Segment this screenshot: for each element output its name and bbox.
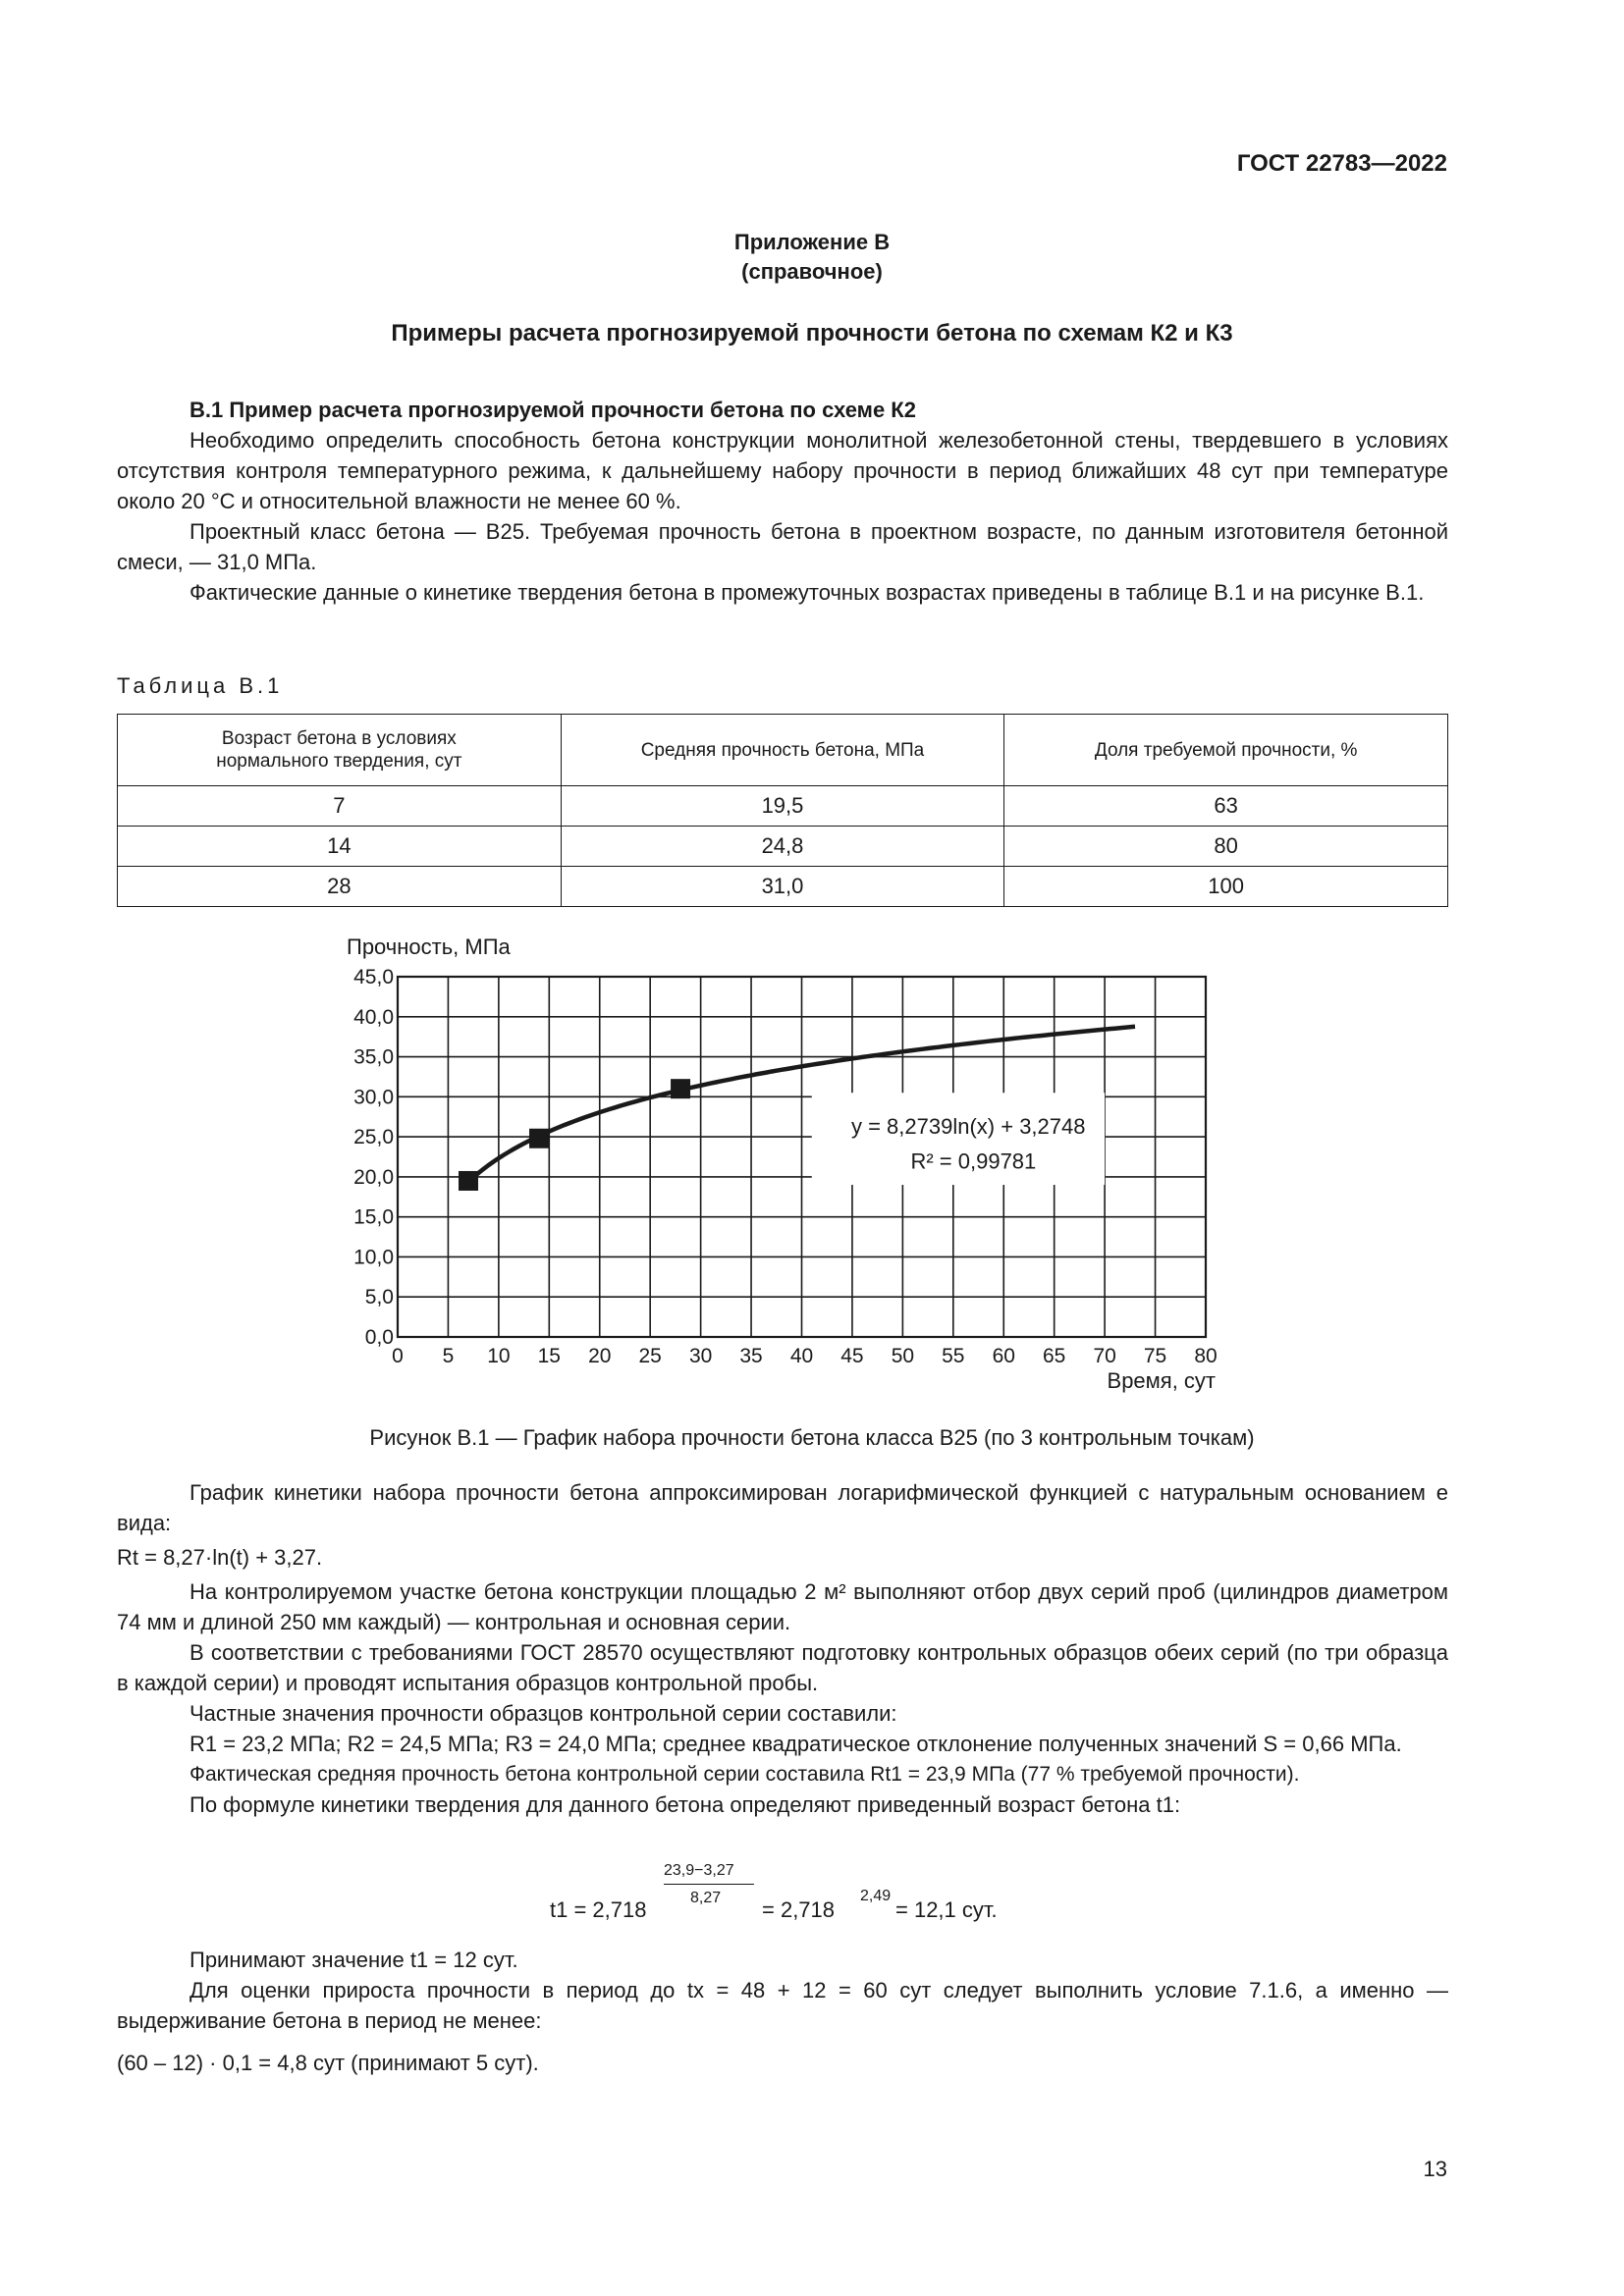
formula-mid-exponent: 2,49 xyxy=(860,1888,892,1904)
x-axis-title: Время, сут xyxy=(1107,1368,1216,1393)
formula-duration: (60 – 12) · 0,1 = 4,8 сут (принимают 5 сут). xyxy=(117,2051,539,2075)
paragraph: Фактическая средняя прочность бетона контрольной серии составила Rt1 = 23,9 МПа (77 % требуемой прочности). xyxy=(189,1763,1300,1786)
table-cell: 24,8 xyxy=(561,827,1004,867)
paragraph: Частные значения прочности образцов контрольной серии составили: xyxy=(189,1701,897,1726)
paragraph: Необходимо определить способность бетона конструкции монолитной железобетонной стены, твердевшего в условиях отсутствия контроля температурного режима, к дальнейшему набору прочности в период ближайших 48 сут при температуре около 20 °С и относительной влажности не менее 60 %. xyxy=(117,428,1448,513)
y-tick-label: 45,0 xyxy=(353,966,394,988)
appendix-label: Приложение В xyxy=(733,230,891,254)
y-tick-label: 25,0 xyxy=(353,1126,394,1149)
formula-exponent-denominator: 8,27 xyxy=(690,1890,722,1906)
x-tick-label: 70 xyxy=(1093,1345,1116,1367)
table-cell: 19,5 xyxy=(561,786,1004,827)
paragraph: R1 = 23,2 МПа; R2 = 24,5 МПа; R3 = 24,0 МПа; среднее квадратическое отклонение полученных значений S = 0,66 МПа. xyxy=(189,1732,1402,1756)
data-point xyxy=(529,1129,549,1148)
table-cell: 80 xyxy=(1004,827,1448,867)
data-point xyxy=(459,1171,478,1191)
appendix-title: Примеры расчета прогнозируемой прочности бетона по схемам К2 и К3 xyxy=(391,320,1233,347)
table-header-cell: Возраст бетона в условиях нормального твердения, сут xyxy=(118,715,562,786)
x-tick-label: 25 xyxy=(638,1345,662,1367)
formula-rt: Rt = 8,27·ln(t) + 3,27. xyxy=(117,1545,323,1570)
formula-result: = 12,1 сут. xyxy=(895,1897,998,1922)
body-text-end xyxy=(117,1945,1448,2078)
appendix-type: (справочное) xyxy=(741,259,883,284)
x-tick-label: 30 xyxy=(688,1345,713,1367)
data-point xyxy=(671,1079,690,1098)
table-cell: 7 xyxy=(118,786,562,827)
body-text xyxy=(117,1477,1448,1820)
page-number: 13 xyxy=(1423,2157,1447,2181)
x-tick-label: 65 xyxy=(1043,1345,1066,1367)
x-tick-label: 80 xyxy=(1194,1345,1218,1367)
x-tick-label: 50 xyxy=(891,1345,915,1367)
y-tick-label: 20,0 xyxy=(353,1165,394,1189)
table-header-cell: Доля требуемой прочности, % xyxy=(1004,715,1448,786)
x-tick-label: 35 xyxy=(739,1345,763,1367)
x-tick-label: 5 xyxy=(442,1345,455,1367)
y-tick-label: 35,0 xyxy=(353,1045,394,1069)
formula-t1 xyxy=(0,1860,1624,1929)
table-cell: 28 xyxy=(118,867,562,907)
x-tick-label: 60 xyxy=(992,1345,1015,1367)
x-tick-label: 0 xyxy=(392,1345,404,1367)
x-tick-label: 10 xyxy=(487,1345,511,1367)
x-tick-label: 75 xyxy=(1143,1345,1167,1367)
table-header-cell: Средняя прочность бетона, МПа xyxy=(561,715,1004,786)
paragraph: Для оценки прироста прочности в период до tx = 48 + 12 = 60 сут следует выполнить условие 7.1.6, а именно — выдерживание бетона в период не менее: xyxy=(117,1978,1448,2033)
x-tick-label: 55 xyxy=(942,1345,965,1367)
trendline-equation: y = 8,2739ln(x) + 3,2748 xyxy=(850,1113,1086,1139)
y-axis-title: Прочность, МПа xyxy=(347,934,511,959)
x-tick-label: 40 xyxy=(789,1345,814,1367)
y-tick-label: 5,0 xyxy=(364,1286,394,1309)
section-heading: В.1 Пример расчета прогнозируемой прочности бетона по схеме К2 xyxy=(189,398,916,422)
paragraph: По формуле кинетики твердения для данного бетона определяют приведенный возраст бетона t1: xyxy=(189,1792,1181,1817)
paragraph: График кинетики набора прочности бетона аппроксимирован логарифмической функцией с натуральным основанием e вида: xyxy=(117,1480,1448,1535)
y-tick-label: 0,0 xyxy=(364,1326,394,1349)
table-cell: 63 xyxy=(1004,786,1448,827)
table-cell: 100 xyxy=(1004,867,1448,907)
y-tick-label: 30,0 xyxy=(353,1086,394,1109)
fraction-bar xyxy=(664,1884,754,1885)
r-squared: R² = 0,99781 xyxy=(910,1148,1037,1174)
table-label: Таблица В.1 xyxy=(117,673,284,698)
x-tick-label: 15 xyxy=(537,1345,561,1367)
table-cell: 14 xyxy=(118,827,562,867)
formula-exponent-numerator: 23,9−3,27 xyxy=(664,1862,734,1879)
x-tick-label: 45 xyxy=(840,1345,864,1367)
paragraph: На контролируемом участке бетона конструкции площадью 2 м² выполняют отбор двух серий проб (цилиндров диаметром 74 мм и длиной 250 мм каждый) — контрольная и основная серии. xyxy=(117,1579,1448,1634)
y-tick-label: 40,0 xyxy=(353,1005,394,1029)
paragraph: Фактические данные о кинетике твердения бетона в промежуточных возрастах приведены в таблице В.1 и на рисунке В.1. xyxy=(189,580,1425,605)
table-cell: 31,0 xyxy=(561,867,1004,907)
formula-mid: = 2,718 xyxy=(762,1897,836,1922)
y-tick-label: 10,0 xyxy=(353,1246,394,1269)
x-tick-label: 20 xyxy=(588,1345,612,1367)
figure-caption: Рисунок В.1 — График набора прочности бетона класса В25 (по 3 контрольным точкам) xyxy=(369,1425,1255,1450)
standard-number: ГОСТ 22783—2022 xyxy=(1236,150,1447,177)
formula-lhs: t1 = 2,718 xyxy=(550,1897,647,1922)
paragraph: В соответствии с требованиями ГОСТ 28570 осуществляют подготовку контрольных образцов обеих серий (по три образца в каждой серии) и проводят испытания образцов контрольной пробы. xyxy=(117,1640,1448,1695)
paragraph: Проектный класс бетона — В25. Требуемая прочность бетона в проектном возрасте, по данным изготовителя бетонной смеси, — 31,0 МПа. xyxy=(117,519,1448,574)
y-tick-label: 15,0 xyxy=(353,1205,394,1229)
paragraph: Принимают значение t1 = 12 сут. xyxy=(189,1948,518,1972)
